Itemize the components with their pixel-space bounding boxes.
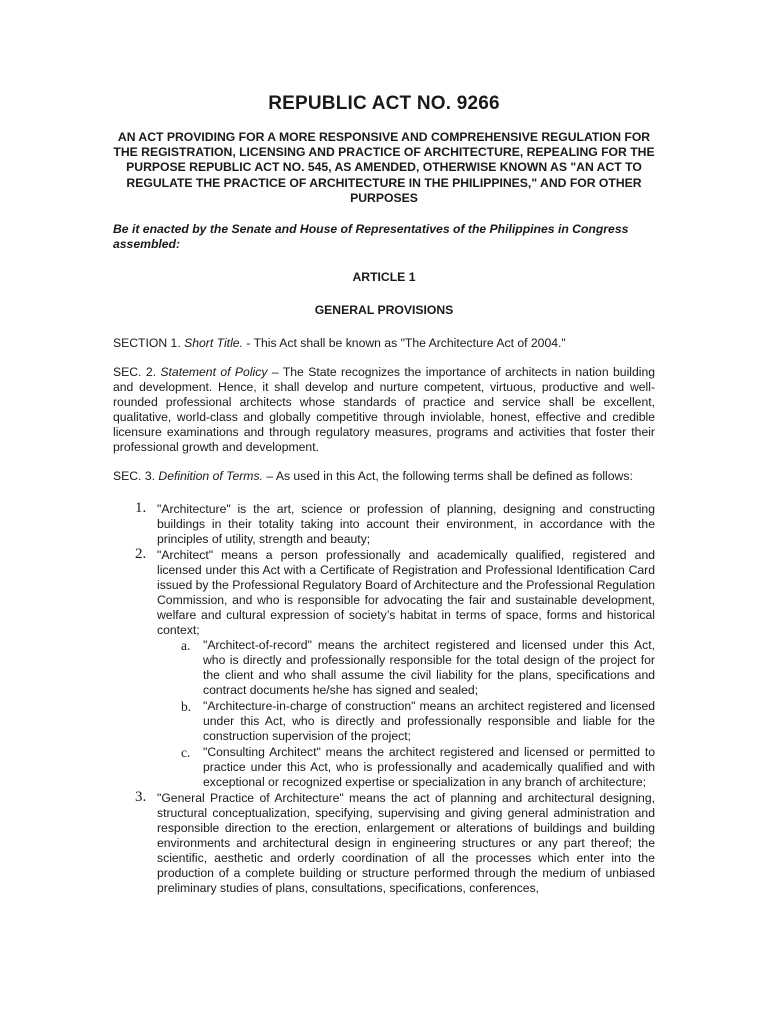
article-number: ARTICLE 1	[352, 270, 416, 285]
definition-text: "Architect" means a person professionally and academically qualified, registered and licensed under this Act with a Certificate of Registration and Professional Identification Card issued by the Professional Regulatory Board of Architecture and the Professional Regulation Commission, and who is responsible for advocating the fair and sustainable development, welfare and cultural expression of society’s habitat in terms of space, forms and historical context;	[157, 548, 655, 638]
definition-text: "Architecture" is the art, science or profession of planning, designing and constructing buildings in their totality taking into account their environment, in accordance with the principles of utility, strength and beauty;	[157, 502, 655, 547]
document-title: REPUBLIC ACT NO. 9266	[268, 93, 500, 114]
definition-number: 2.	[135, 546, 147, 563]
section-1-label: SECTION 1.	[113, 336, 181, 351]
document-subtitle: AN ACT PROVIDING FOR A MORE RESPONSIVE AND COMPREHENSIVE REGULATION FOR THE REGISTRATION, LICENSING AND PRACTICE OF ARCHITECTURE, REPEALING FOR THE PURPOSE REPUBLIC ACT NO. 545, AS AMENDED, OTHERWISE KNOWN AS "AN ACT TO REGULATE THE PRACTICE OF ARCHITECTURE IN THE PHILIPPINES," AND FOR OTHER PURPOSES	[113, 130, 655, 205]
sub-definition-letter: b.	[181, 699, 192, 715]
definition-text: "General Practice of Architecture" means the act of planning and architectural designing, structural conceptualization, specifying, supervising and giving general administration and responsible direction to the erection, enlargement or alterations of buildings and building environments and architectural design in engineering structures or any part thereof; the scientific, aesthetic and orderly coordination of all the processes which enter into the production of a complete building or structure performed through the medium of unbiased preliminary studies of plans, consultations, specifications, conferences,	[157, 791, 655, 896]
sub-definitions-list	[157, 638, 655, 790]
definition-item	[113, 548, 655, 790]
section-3-label: SEC. 3.	[113, 469, 155, 484]
section-2	[113, 365, 655, 455]
definition-item	[113, 791, 655, 896]
section-3	[113, 469, 655, 484]
definition-item	[113, 502, 655, 547]
sub-definition-text: "Architecture-in-charge of construction" means an architect registered and licensed under this Act, who is directly and professionally responsible and liable for the construction supervision of the project;	[203, 699, 655, 744]
article-title: GENERAL PROVISIONS	[314, 303, 454, 318]
sub-definition-text: "Consulting Architect" means the architect registered and licensed or permitted to practice under this Act, who is professionally and academically qualified and with exceptional or recognized expertise or specialization in any branch of architecture;	[203, 745, 655, 790]
enacting-clause: Be it enacted by the Senate and House of Representatives of the Philippines in Congress assembled:	[113, 222, 629, 252]
section-1-text: - This Act shall be known as "The Architecture Act of 2004."	[246, 336, 566, 351]
section-2-label: SEC. 2.	[113, 365, 157, 380]
definitions-list	[113, 502, 655, 896]
sub-definition-item	[157, 638, 655, 698]
section-2-text: – The State recognizes the importance of architects in nation building and development. Hence, it shall develop and nurture competent, virtuous, productive and well-rounded professional architects whose standards of practice and service shall be excellent, qualitative, world-class and globally competitive through inviolable, honest, effective and credible licensure examinations and through regulatory measures, programs and activities that foster their professional growth and development.	[113, 365, 656, 455]
sub-definition-item	[157, 699, 655, 744]
section-3-heading: Definition of Terms.	[158, 469, 263, 484]
sub-definition-letter: c.	[181, 745, 191, 761]
sub-definition-letter: a.	[181, 638, 191, 654]
section-2-heading: Statement of Policy	[160, 365, 268, 380]
sub-definition-item	[157, 745, 655, 790]
section-3-text: – As used in this Act, the following terms shall be defined as follows:	[266, 469, 633, 484]
sub-definition-text: "Architect-of-record" means the architect registered and licensed under this Act, who is directly and professionally responsible for the total design of the project for the client and who shall assume the civil liability for the plans, specifications and contract documents he/she has signed and sealed;	[203, 638, 655, 698]
section-1-heading: Short Title.	[184, 336, 243, 351]
section-1	[113, 336, 655, 351]
definition-number: 3.	[135, 789, 147, 806]
definition-number: 1.	[135, 500, 147, 517]
